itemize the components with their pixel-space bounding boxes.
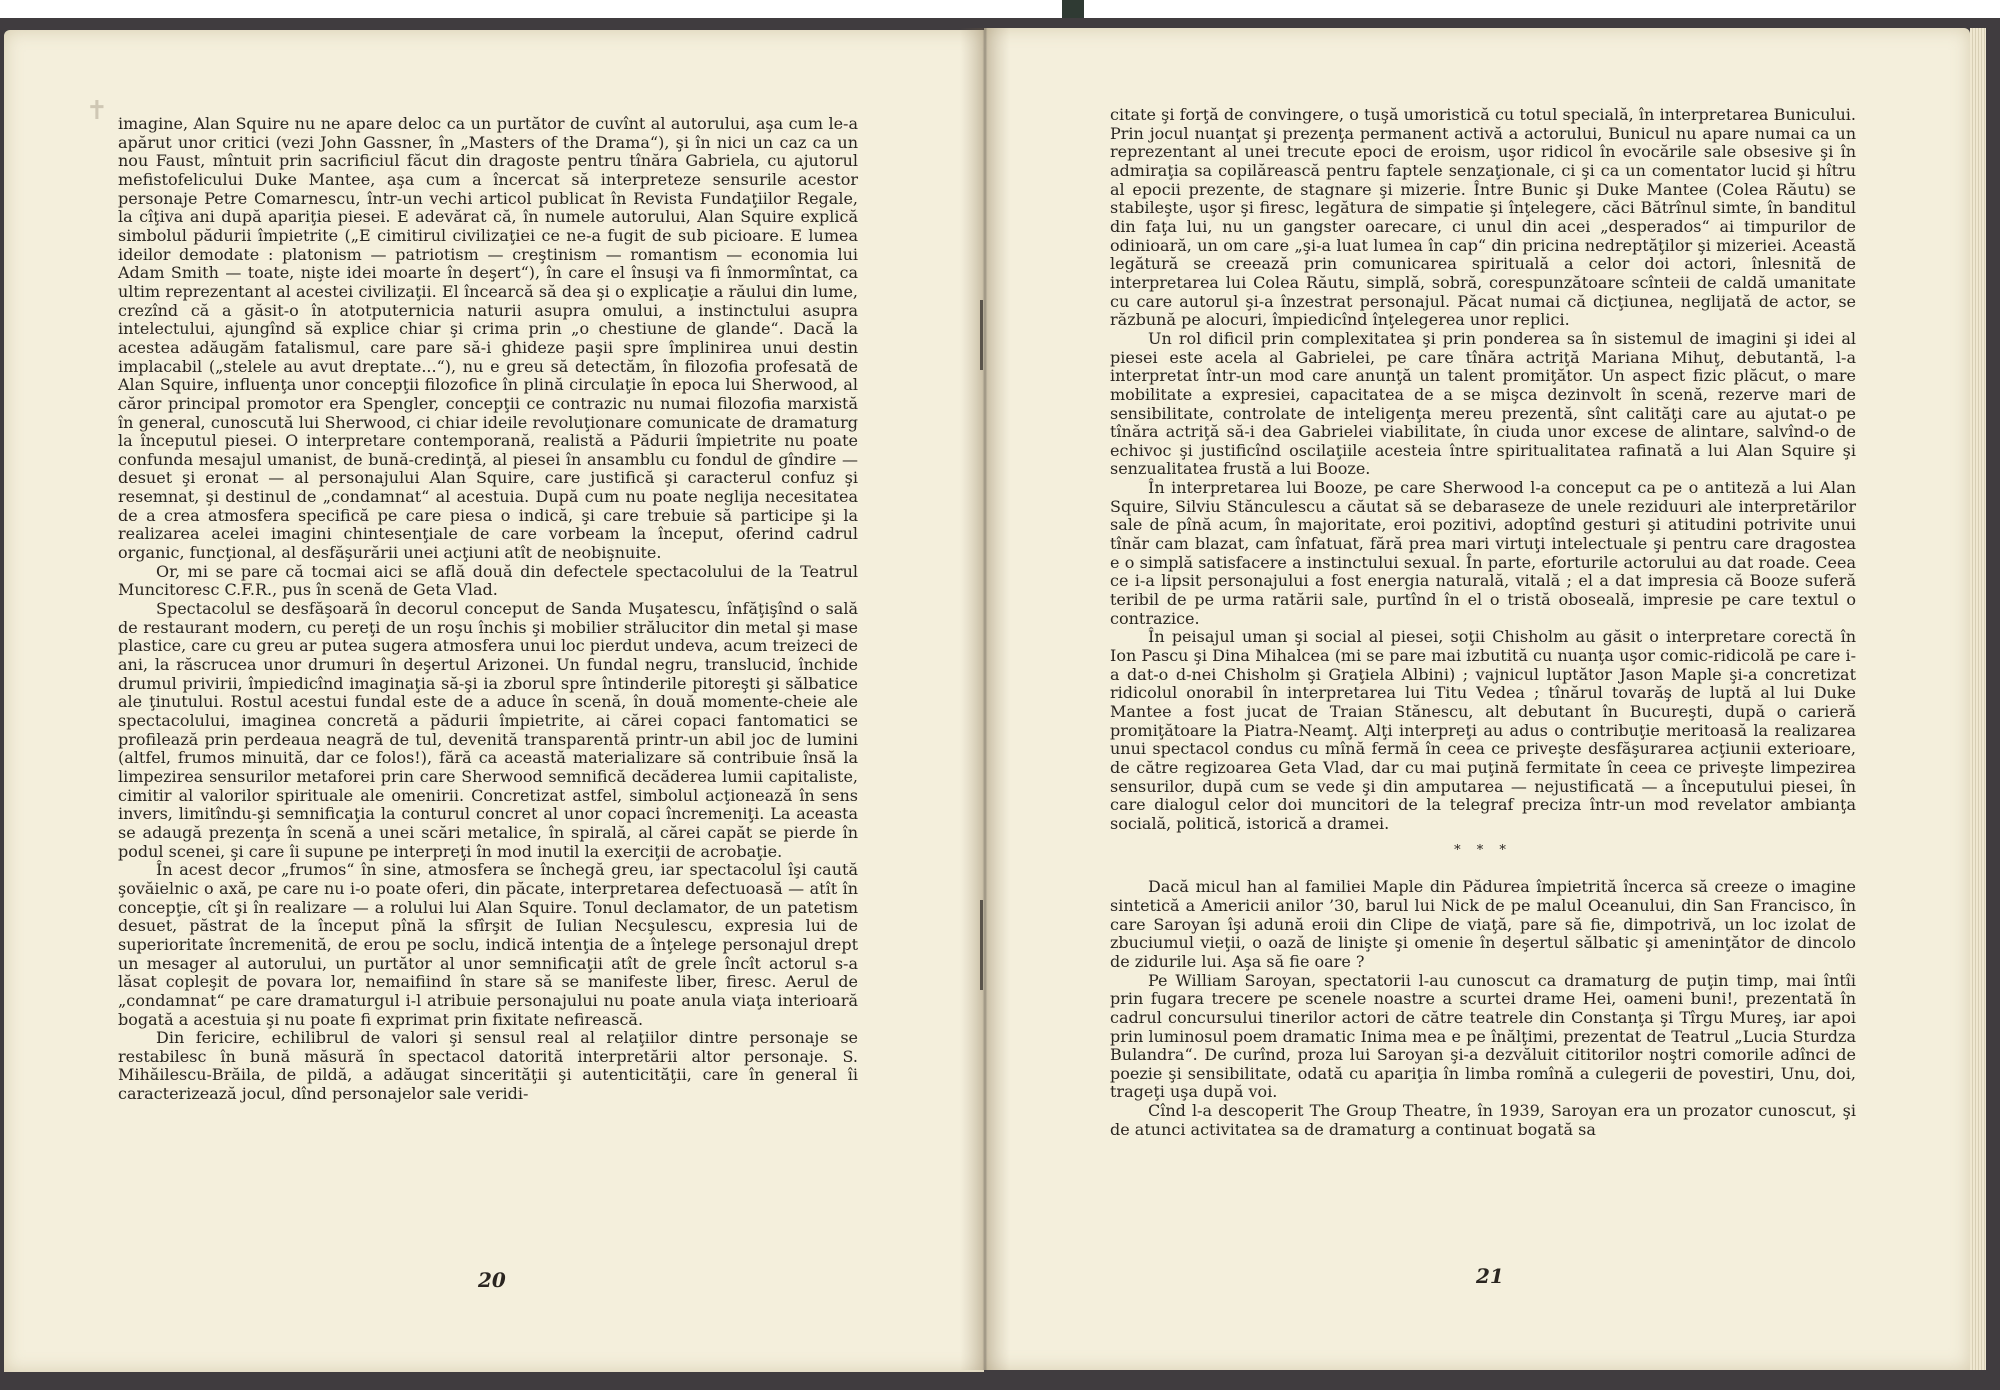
paragraph: Dacă micul han al familiei Maple din Pădurea împietrită încerca să creeze o imagine sintetică a Americii anilor ’30, barul lui Nick de pe malul Oceanului, din San Francisco, în care Saroyan îşi adună eroii din Clipe de viaţă, pare să fie, dimpotrivă, un loc izolat de zbuciumul vieţii, o oază de linişte şi omenie în deşertul sălbatic şi ameninţător de dincolo de zidurile lui. Aşa să fie oare ? bbox=[1110, 877, 1856, 971]
book-gutter bbox=[960, 28, 1010, 1370]
section-separator: * * * bbox=[1454, 842, 1512, 858]
paragraph: Din fericire, echilibrul de valori şi sensul real al relaţiilor dintre personaje se restabilesc în bună măsură în spectacol datorită interpretării altor personaje. S. Mihăilescu-Brăila, de pildă, a adăugat sincerităţii şi autenticităţii, care în general îi caracterizează jocul, dînd personajelor sale veridi- bbox=[118, 1028, 858, 1104]
paragraph: Un rol dificil prin complexitatea şi prin ponderea sa în sistemul de imagini şi idei al piesei este acela al Gabrielei, pe care tînăra actriţă Mariana Mihuţ, debutantă, l-a interpretat într-un mod care anunţă un talent promiţător. Un aspect fizic plăcut, o mare mobilitate a expresiei, capacitatea de a se mişca dezinvolt în scenă, rezerve mari de sensibilitate, controlate de inteligenţa mereu prezentă, sînt calităţi care au ajutat-o pe tînăra actriţă să-i dea Gabrielei viabilitate, în ciuda unor excese de alintare, salvînd-o de echivoc şi justificînd oscilaţiile acesteia între spiritualitatea rafinată a lui Alan Squire şi senzualitatea frustă a lui Booze. bbox=[1110, 328, 1856, 479]
paragraph: Cînd l-a descoperit The Group Theatre, în 1939, Saroyan era un prozator cunoscut, şi de atunci activitatea sa de dramaturg a continuat bogată sa bbox=[1110, 1101, 1856, 1139]
paragraph: În interpretarea lui Booze, pe care Sherwood l-a conceput ca pe o antiteză a lui Alan Squire, Silviu Stănculescu a căutat să se debaraseze de unele reziduuri ale interpretărilor sale de pînă acum, în majoritate, eroi pozitivi, adoptînd gesturi şi atitudini potrivite unui tînăr cam blazat, cam înfatuat, fără prea mari virtuţi intelectuale şi pentru care dragostea e o simplă satisfacere a instinctului sexual. În parte, eforturile actorului au dat roade. Ceea ce i-a lipsit personajului a fost energia naturală, vitală ; el a dat impresia că Booze suferă teribil de pe urma ratării sale, purtînd în el o tristă oboseală, impresie pe care textul o contrazice. bbox=[1110, 478, 1856, 628]
paragraph: Pe William Saroyan, spectatorii l-au cunoscut ca dramaturg de puţin timp, mai întîi prin fugara trecere pe scenele noastre a scurtei drame Hei, oameni buni!, prezentată în cadrul concursului tinerilor actori de către teatrele din Constanţa şi Tîrgu Mureş, iar apoi prin luminosul poem dramatic Inima mea e pe înălţimi, prezentat de Teatrul „Lucia Sturdza Bulandra“. De curînd, proza lui Saroyan şi-a dezvăluit cititorilor noştri comorile adînci de poezie şi sensibilitate, odată cu apariţia în limba romînă a culegerii de povestiri, Unu, doi, trageţi uşa după voi. bbox=[1110, 970, 1856, 1102]
binding-stitch bbox=[980, 300, 983, 370]
ink-mark-icon: ✝ bbox=[86, 96, 108, 126]
page-number-left: 20 bbox=[478, 1268, 506, 1292]
page-number-right: 21 bbox=[1476, 1264, 1504, 1288]
paragraph: În acest decor „frumos“ în sine, atmosfera se închegă greu, iar spectacolul îşi caută şovăielnic o axă, pe care nu i-o poate oferi, din păcate, interpretarea defectuoasă — atît în concepţie, cît şi în realizare — a rolului lui Alan Squire. Tonul declamator, de un patetism desuet, păstrat de la început pînă la sfîrşit de Iulian Necşulescu, expresia lui de superioritate încremenită, de erou pe soclu, indică intenţia de a înţelege personajul drept un mesager al autorului, un purtător al unor semnificaţii atît de grele încît actorul s-a lăsat copleşit de povara lor, nemaifiind în stare să se manifeste liber, firesc. Aerul de „condamnat“ pe care dramaturgul i-l atribuie personajului nu poate anula viaţa interioară bogată a acestuia şi nu poate fi exprimat prin fixitate nefirească. bbox=[118, 860, 858, 1029]
left-page-body bbox=[118, 115, 858, 1104]
page-edges bbox=[1970, 28, 1986, 1370]
binding-stitch bbox=[980, 900, 983, 990]
paragraph: citate şi forţă de convingere, o tuşă umoristică cu totul specială, în interpretarea Bunicului. Prin jocul nuanţat şi prezenţa permanent activă a actorului, Bunicul nu apare numai ca un reprezentant al unei trecute epoci de eroism, uşor ridicol în evocările sale obsesive şi în admiraţia sa copilărească pentru faptele senzaţionale, ci şi ca un comentator lucid şi hîtru al epocii prezente, de stagnare şi mizerie. Între Bunic şi Duke Mantee (Colea Răutu) se stabileşte, uşor şi firesc, legătura de simpatie şi înţelegere, căci Bătrînul simte, în banditul din faţa lui, nu un gangster oarecare, ci unul din acei „desperados“ ai timpurilor de odinioară, un om care „şi-a luat lumea în cap“ din pricina nedreptăţilor şi mizeriei. Această legătură se creează prin comunicarea spirituală a celor doi actori, înlesnită de interpretarea lui Colea Răutu, simplă, sobră, corespunzătoare scînteii de caldă umanitate cu care autorul şi-a înzestrat personajul. Păcat numai că dicţiunea, neglijată de actor, se răzbună pe alocuri, împiedicînd înţelegerea unor replici. bbox=[1110, 105, 1856, 330]
paragraph: Spectacolul se desfăşoară în decorul conceput de Sanda Muşatescu, înfăţişînd o sală de restaurant modern, cu pereţi de un roşu închis şi mobilier strălucitor din metal şi mase plastice, care cu greu ar putea sugera atmosfera unui loc pierdut undeva, acum treizeci de ani, la răscrucea unor drumuri în deşertul Arizonei. Un fundal negru, translucid, închide drumul privirii, împiedicînd imaginaţia să-şi ia zborul spre întinderile pitoreşti şi sălbatice ale ţinutului. Rostul acestui fundal este de a aduce în scenă, în două momente-cheie ale spectacolului, imaginea concretă a pădurii împietrite, ai cărei copaci fantomatici se profilează prin perdeaua neagră de tul, devenită transparentă printr-un abil joc de lumini (altfel, frumos minuită, dar ce folos!), fără ca această materializare să contribuie însă la limpezirea sensurilor metaforei prin care Sherwood semnifică decăderea lumii capitaliste, cimitir al valorilor spirituale ale omenirii. Concretizat astfel, simbolul acţionează în sens invers, limitîndu-şi semnificaţia la conturul concret al unor copaci încremeniţi. La aceasta se adaugă prezenţa în scenă a unei scări metalice, în spirală, al cărei capăt se pierde în podul scenei, şi care îi supune pe interpreţi în mod inutil la exerciţii de acrobaţie. bbox=[118, 599, 858, 861]
paragraph: În peisajul uman şi social al piesei, soţii Chisholm au găsit o interpretare corectă în Ion Pascu şi Dina Mihalcea (mi se pare mai izbutită cu nuanţa uşor comic-ridicolă pe care i-a dat-o d-nei Chisholm şi Graţiela Albini) ; vajnicul luptător Jason Maple şi-a concretizat ridicolul onorabil în interpretarea lui Titu Vedea ; tînărul tovarăş de luptă al lui Duke Mantee a fost jucat de Traian Stănescu, alt debutant în Bucureşti, după o carieră promiţătoare la Piatra-Neamţ. Alţi interpreţi au adus o contribuţie meritoasă la realizarea unui spectacol condus cu mînă fermă în ceea ce priveşte desfăşurarea acţiunii exterioare, de către regizoarea Geta Vlad, dar cu mai puţină fermitate în ceea ce priveşte limpezirea sensurilor, după cum se vede şi din amputarea — nejustificată — a începutului piesei, în care dialogul celor doi muncitori de la telegraf preciza într-un mod revelator ambianţa socială, politică, istorică a dramei. bbox=[1110, 627, 1856, 833]
right-page-body bbox=[1110, 106, 1856, 1139]
paragraph: Or, mi se pare că tocmai aici se află două din defectele spectacolului de la Teatrul Muncitoresc C.F.R., pus în scenă de Geta Vlad. bbox=[118, 561, 858, 600]
paragraph: imagine, Alan Squire nu ne apare deloc ca un purtător de cuvînt al autorului, aşa cum le-a apărut unor critici (vezi John Gassner, în „Masters of the Drama“), şi în nici un caz ca un nou Faust, mîntuit prin sacrificiul făcut din dragoste pentru tînăra Gabriela, cu ajutorul mefistofelicului Duke Mantee, aşa cum a încercat să interpreteze sensurile acestor personaje Petre Comarnescu, într-un vechi articol publicat în Revista Fundaţiilor Regale, la cîţiva ani după apariţia piesei. E adevărat că, în numele autorului, Alan Squire explică simbolul pădurii împietrite („E cimitirul civilizaţiei ce ne-a fugit de sub picioare. E lumea ideilor demodate : platonism — patriotism — creştinism — romantism — economia lui Adam Smith — toate, nişte idei moarte în deşert“), în care el însuşi va fi înmormîntat, ca ultim reprezentant al acestei civilizaţii. El încearcă să dea şi o explicaţie a răului din lume, crezînd că a găsit-o în atotputernicia naturii asupra omului, a instinctului asupra intelectului, ajungînd să explice chiar şi crima prin „o chestiune de glande“. Dacă la acestea adăugăm fatalismul, care pare să-i ghideze paşii spre împlinirea unui destin implacabil („stelele au avut dreptate...“), nu e greu să detectăm, în filozofia profesată de Alan Squire, influenţa unor concepţii filozofice în plină circulaţie în epoca lui Sherwood, al căror principal promotor era Spengler, concepţii ce contrazic nu numai filozofia marxistă în general, cunoscută lui Sherwood, ci chiar ideile revoluţionare comunicate de dramaturg la începutul piesei. O interpretare contemporană, realistă a Pădurii împietrite nu poate confunda mesajul umanist, de bună-credinţă, al piesei în ansamblu cu fondul de gîndire — desuet şi eronat — al personajului Alan Squire, care justifică şi caracterul confuz şi resemnat, şi destinul de „condamnat“ al acestuia. După cum nu poate neglija necesitatea de a crea atmosfera specifică pe care piesa o indică, şi care trebuie să participe şi la realizarea acelei imagini chintesenţiale de care vorbeam la început, oferind cadrul organic, funcţional, al desfăşurării unei acţiuni atît de neobişnuite. bbox=[118, 114, 858, 563]
